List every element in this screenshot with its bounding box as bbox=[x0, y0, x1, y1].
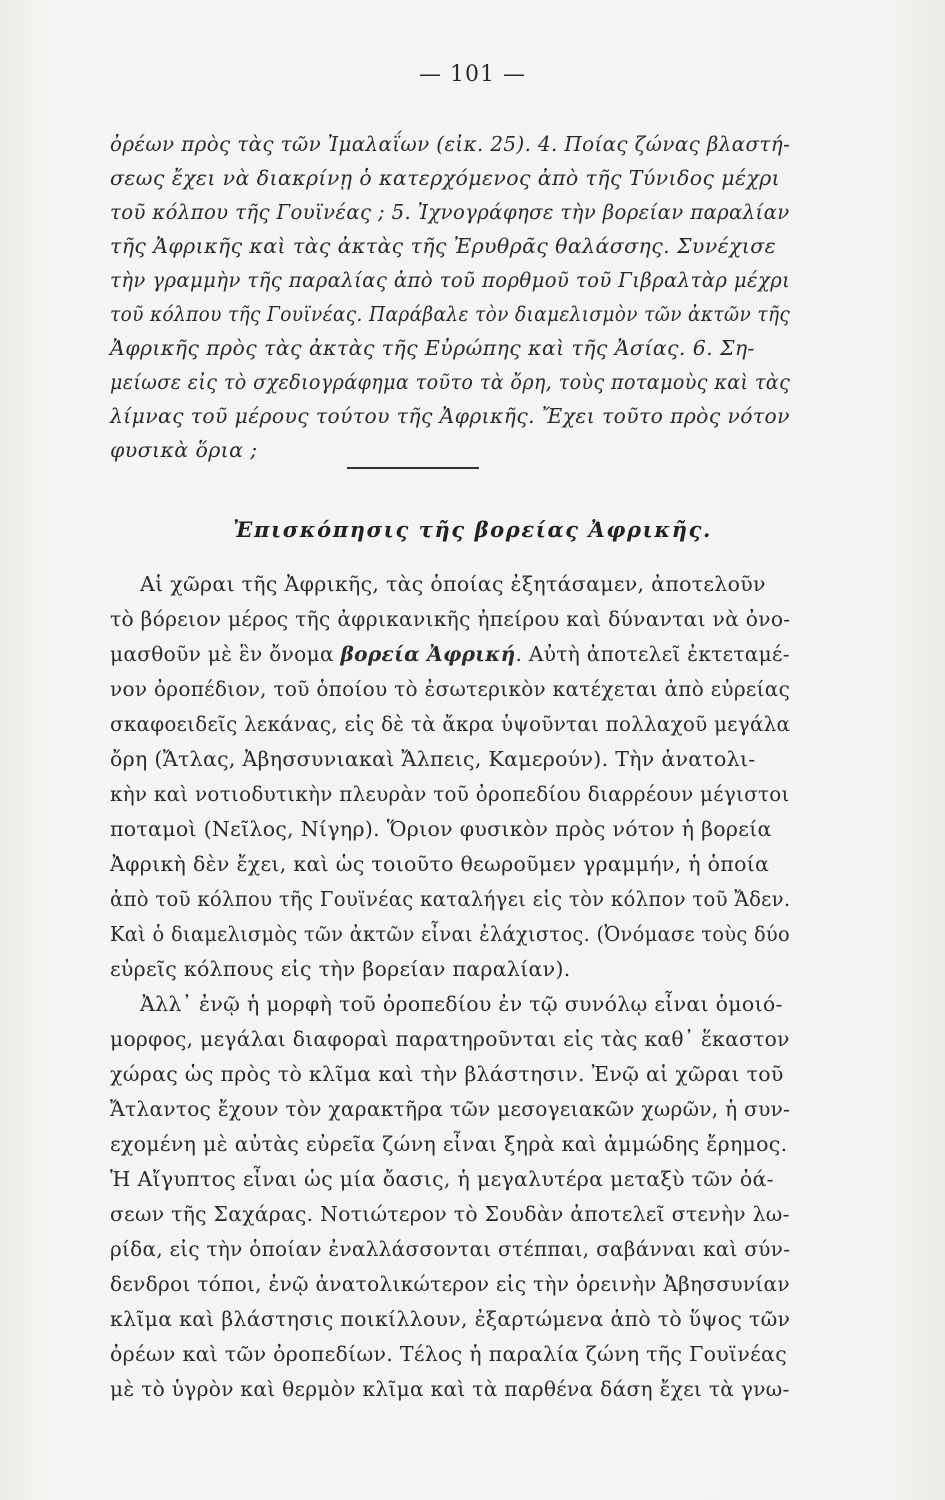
emphasized-term: βορεία Ἀφρική bbox=[340, 642, 516, 666]
book-page: — 101 — ὀρέων πρὸς τὰς τῶν Ἰμαλαΐων (εἰκ. 25). 4. Ποίας ζώνας βλαστή- σεως ἔχει νὰ διακρίνῃ ὁ κατερχόμενος ἀπὸ τῆς Τύνιδος μέχρι τοῦ κόλπου τῆς Γουϊνέας ; 5. Ἰχνογράφησε τὴν βορείαν παραλίαν τῆς Ἀφρικῆς καὶ τὰς ἀκτὰς τῆς Ἐρυθρᾶς θαλάσσης. Συνέχισε τὴν γραμμὴν τῆς παραλίας ἀπὸ τοῦ πορθμοῦ τοῦ Γιβραλτὰρ μέχρι τοῦ κόλπου τῆς Γουϊνέας. Παράβαλε τὸν διαμελισμὸν τῶν ἀκτῶν τῆς Ἀφρικῆς πρὸς τὰς ἀκτὰς τῆς Εὐρώπης καὶ τῆς Ἀσίας. 6. Ση- μείωσε εἰς τὸ σχεδιογράφημα τοῦτο τὰ ὄρη, τοὺς ποταμοὺς καὶ τὰς λίμνας τοῦ μέρους τούτου τῆς Ἀφρικῆς. Ἔχει τοῦτο πρὸς νότον φυσικὰ ὅρια ; Ἐπισκόπησις τῆς βορείας Ἀφρικῆς. Αἱ χῶραι τῆς Ἀφρικῆς, τὰς ὁποίας ἐξητάσαμεν, ἀποτελοῦν τὸ βόρειον μέρος τῆς ἀφρικανικῆς ἠπείρου καὶ δύνανται νὰ ὀνο- μασθοῦν μὲ ἓν ὄνομα βορεία Ἀφρική. Αὐτὴ ἀποτελεῖ ἐκτεταμέ- νον ὀροπέδιον, τοῦ ὁποίου τὸ ἐσωτερικὸν κατέχεται ἀπὸ εὐρείας σκαφοειδεῖς λεκάνας, εἰς δὲ τὰ ἄκρα ὑψοῦνται πολλαχοῦ μεγάλα ὄρη (Ἄτλας, Ἀβησσυνιακαὶ Ἄλπεις, Καμερούν). Τὴν ἀνατολι- κὴν καὶ νοτιοδυτικὴν πλευρὰν τοῦ ὀροπεδίου διαρρέουν μέγιστοι ποταμοὶ (Νεῖλος, Νίγηρ). Ὅριον φυσικὸν πρὸς νότον ἡ βορεία Ἀφρικὴ δὲν ἔχει, καὶ ὡς τοιοῦτο θεωροῦμεν γραμμήν, ἡ ὁποία ἀπὸ τοῦ κόλπου τῆς Γουϊνέας καταλήγει εἰς τὸν κόλπον τοῦ Ἄδεν. Καὶ ὁ διαμελισμὸς τῶν ἀκτῶν εἶναι ἐλάχιστος. (Ὀνόμασε τοὺς δύο εὐρεῖς κόλπους εἰς τὴν βορείαν παραλίαν). Ἀλλ᾽ ἐνῷ ἡ μορφὴ τοῦ ὀροπεδίου ἐν τῷ συνόλῳ εἶναι ὁμοιό- μορφος, μεγάλαι διαφοραὶ παρατηροῦνται εἰς τὰς καθ᾽ ἕκαστον χώρας ὡς πρὸς τὸ κλῖμα καὶ τὴν βλάστησιν. Ἐνῷ αἱ χῶραι τοῦ Ἄτλαντος ἔχουν τὸν χαρακτῆρα τῶν μεσογειακῶν χωρῶν, ἡ συν- εχομένη μὲ αὐτὰς εὐρεῖα ζώνη εἶναι ξηρὰ καὶ ἀμμώδης ἔρημος. Ἡ Αἴγυπτος εἶναι ὡς μία ὄασις, ἡ μεγαλυτέρα μεταξὺ τῶν ὀά- σεων τῆς Σαχάρας. Νοτιώτερον τὸ Σουδὰν ἀποτελεῖ στενὴν λω- ρίδα, εἰς τὴν ὁποίαν ἐναλλάσσονται στέππαι, σαβάνναι καὶ σύν- δενδροι τόποι, ἐνῷ ἀνατολικώτερον εἰς τὴν ὀρεινὴν Ἀβησσυνίαν κλῖμα καὶ βλάστησις ποικίλλουν, ἐξαρτώμενα ἀπὸ τὸ ὕψος τῶν ὀρέων καὶ τῶν ὀροπεδίων. Τέλος ἡ παραλία ζώνη τῆς Γουϊνέας μὲ τὸ ὑγρὸν καὶ θερμὸν κλῖμα καὶ τὰ παρθένα δάση ἔχει τὰ γνω- bbox=[0, 0, 945, 1500]
page-number: — 101 — bbox=[419, 62, 526, 87]
section-divider bbox=[347, 467, 479, 469]
section-heading: Ἐπισκόπησις τῆς βορείας Ἀφρικῆς. bbox=[233, 517, 712, 542]
